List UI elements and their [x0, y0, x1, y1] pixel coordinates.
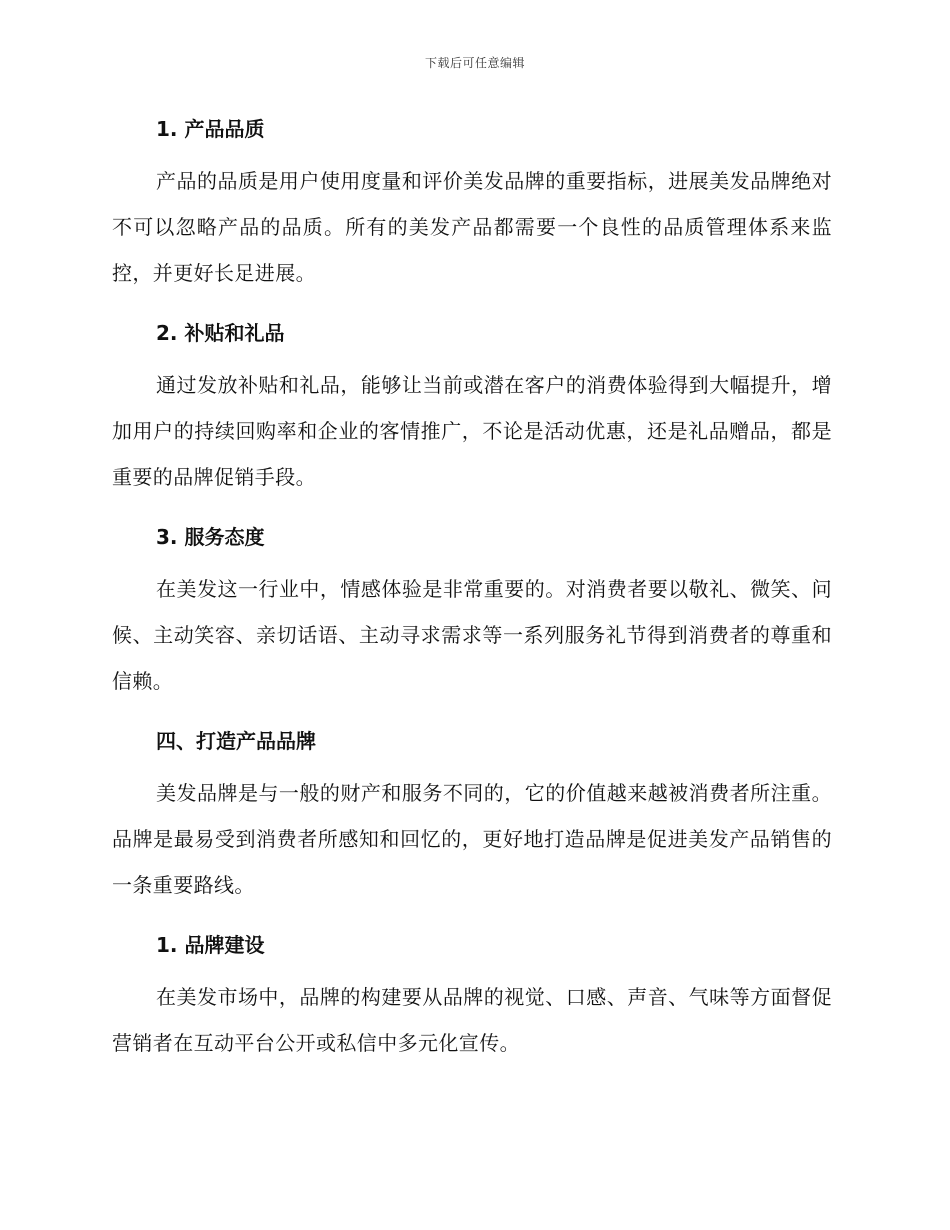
- section-heading-build-brand: 四、打造产品品牌: [156, 729, 316, 753]
- section-paragraph-product-quality: 产品的品质是用户使用度量和评价美发品牌的重要指标，进展美发品牌绝对不可以忽略产品的品质。所有的美发产品都需要一个良性的品质管理体系来监控，并更好长足进展。: [112, 169, 832, 285]
- section-heading-subsidies-gifts: 2. 补贴和礼品: [156, 321, 285, 345]
- page-header: 下载后可任意编辑: [424, 56, 525, 70]
- section-heading-service-attitude: 3. 服务态度: [156, 525, 265, 549]
- section-paragraph-service-attitude: 在美发这一行业中，情感体验是非常重要的。对消费者要以敬礼、微笑、问候、主动笑容、亲切话语、主动寻求需求等一系列服务礼节得到消费者的尊重和信赖。: [112, 577, 832, 693]
- document-body: [112, 108, 832, 1082]
- section-paragraph-brand-construction: 在美发市场中，品牌的构建要从品牌的视觉、口感、声音、气味等方面督促营销者在互动平台公开或私信中多元化宣传。: [112, 985, 832, 1055]
- section-paragraph-subsidies-gifts: 通过发放补贴和礼品，能够让当前或潜在客户的消费体验得到大幅提升，增加用户的持续回购率和企业的客情推广，不论是活动优惠，还是礼品赠品，都是重要的品牌促销手段。: [112, 373, 832, 489]
- section-paragraph-build-brand: 美发品牌是与一般的财产和服务不同的，它的价值越来越被消费者所注重。品牌是最易受到消费者所感知和回忆的，更好地打造品牌是促进美发产品销售的一条重要路线。: [112, 781, 832, 897]
- section-heading-product-quality: 1. 产品品质: [156, 117, 265, 141]
- section-heading-brand-construction: 1. 品牌建设: [156, 933, 265, 957]
